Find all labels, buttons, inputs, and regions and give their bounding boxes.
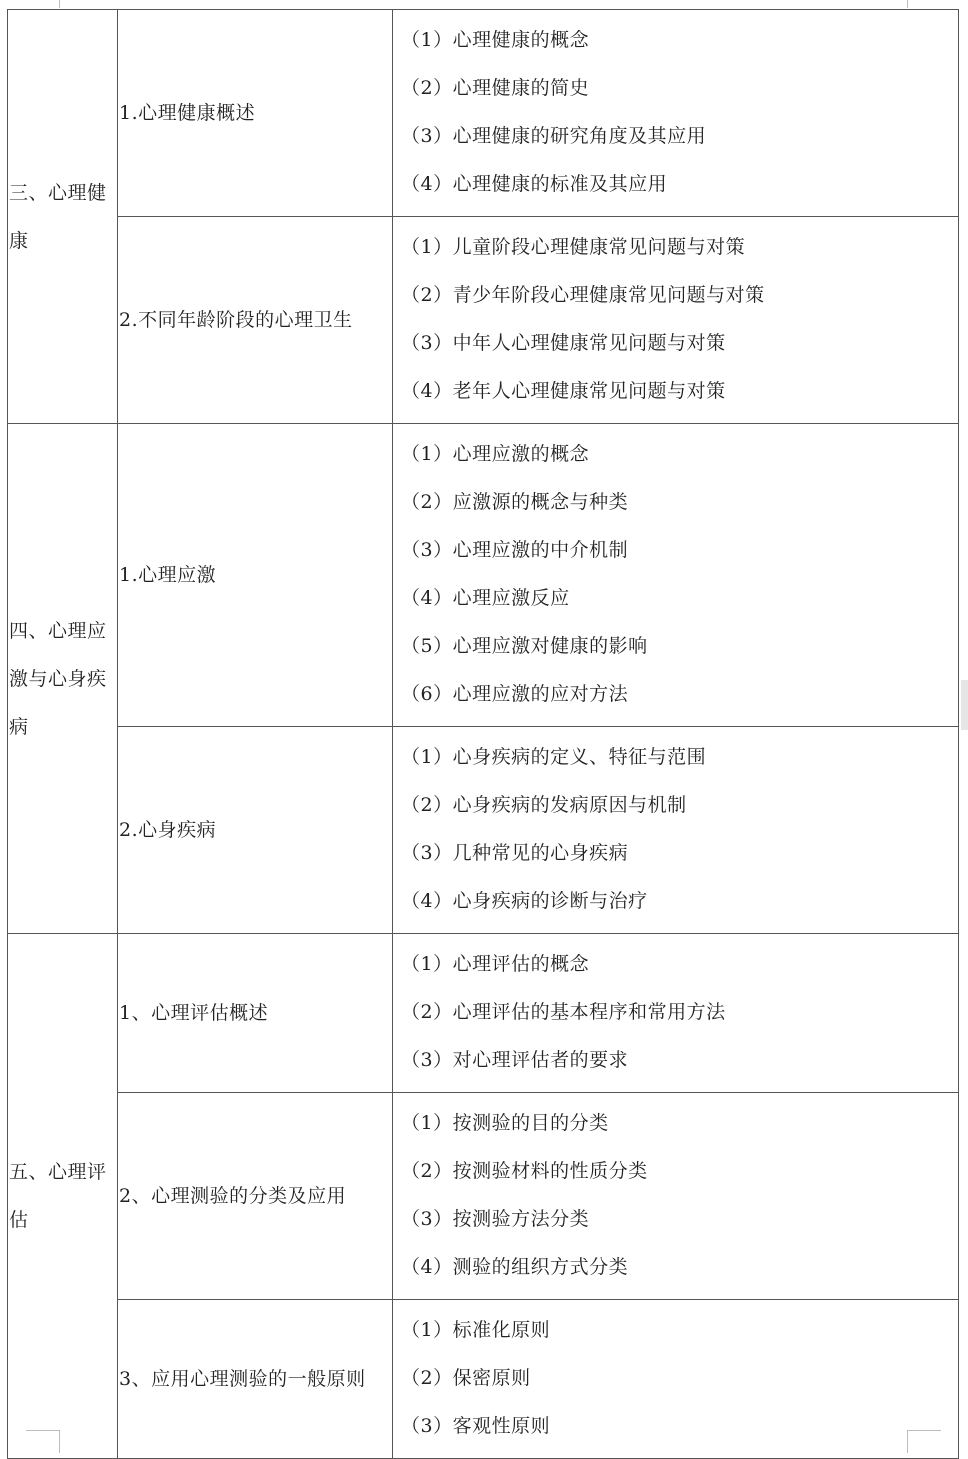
topic-items	[393, 424, 959, 727]
topic-title: 2、心理测验的分类及应用	[118, 1093, 393, 1300]
list-item: （3）几种常见的心身疾病	[401, 842, 629, 864]
section-title: 五、心理评估	[8, 934, 118, 1459]
topic-title: 3、应用心理测验的一般原则	[118, 1300, 393, 1459]
topic-items	[393, 1300, 959, 1459]
list-item: （4）心理健康的标准及其应用	[401, 173, 668, 195]
topic-title: 1.心理应激	[118, 424, 393, 727]
topic-items	[393, 217, 959, 424]
table-row	[8, 217, 959, 424]
list-item: （3）心理应激的中介机制	[401, 539, 629, 561]
list-item: （2）心理健康的简史	[401, 77, 590, 99]
table-row	[8, 1093, 959, 1300]
list-item: （1）标准化原则	[401, 1319, 551, 1341]
list-item: （2）青少年阶段心理健康常见问题与对策	[401, 284, 765, 306]
section-title: 三、心理健康	[8, 10, 118, 424]
list-item: （2）心理评估的基本程序和常用方法	[401, 1001, 726, 1023]
list-item: （4）测验的组织方式分类	[401, 1256, 629, 1278]
section-title: 四、心理应激与心身疾病	[8, 424, 118, 934]
table-row	[8, 727, 959, 934]
list-item: （1）心身疾病的定义、特征与范围	[401, 746, 707, 768]
topic-items	[393, 934, 959, 1093]
table-row	[8, 424, 959, 727]
list-item: （4）心身疾病的诊断与治疗	[401, 890, 648, 912]
list-item: （3）心理健康的研究角度及其应用	[401, 125, 707, 147]
list-item: （2）按测验材料的性质分类	[401, 1160, 648, 1182]
page-corner-mark-top-left	[59, 0, 60, 8]
list-item: （6）心理应激的应对方法	[401, 683, 629, 705]
list-item: （3）中年人心理健康常见问题与对策	[401, 332, 726, 354]
list-item: （1）儿童阶段心理健康常见问题与对策	[401, 236, 746, 258]
list-item: （3）按测验方法分类	[401, 1208, 590, 1230]
topic-title: 2.心身疾病	[118, 727, 393, 934]
topic-title: 1.心理健康概述	[118, 10, 393, 217]
page-corner-mark-top-right	[907, 0, 908, 8]
topic-title: 2.不同年龄阶段的心理卫生	[118, 217, 393, 424]
table-row	[8, 10, 959, 217]
list-item: （4）心理应激反应	[401, 587, 570, 609]
list-item: （2）保密原则	[401, 1367, 531, 1389]
topic-title: 1、心理评估概述	[118, 934, 393, 1093]
topic-items	[393, 727, 959, 934]
list-item: （1）按测验的目的分类	[401, 1112, 609, 1134]
syllabus-table	[7, 9, 959, 1459]
topic-items	[393, 10, 959, 217]
topic-items	[393, 1093, 959, 1300]
list-item: （1）心理健康的概念	[401, 29, 590, 51]
list-item: （1）心理评估的概念	[401, 953, 590, 975]
table-row	[8, 934, 959, 1093]
list-item: （3）客观性原则	[401, 1415, 551, 1437]
list-item: （4）老年人心理健康常见问题与对策	[401, 380, 726, 402]
list-item: （2）应激源的概念与种类	[401, 491, 629, 513]
list-item: （3）对心理评估者的要求	[401, 1049, 629, 1071]
table-row	[8, 1300, 959, 1459]
scroll-edge-mark	[961, 680, 968, 730]
list-item: （1）心理应激的概念	[401, 443, 590, 465]
list-item: （5）心理应激对健康的影响	[401, 635, 648, 657]
list-item: （2）心身疾病的发病原因与机制	[401, 794, 687, 816]
